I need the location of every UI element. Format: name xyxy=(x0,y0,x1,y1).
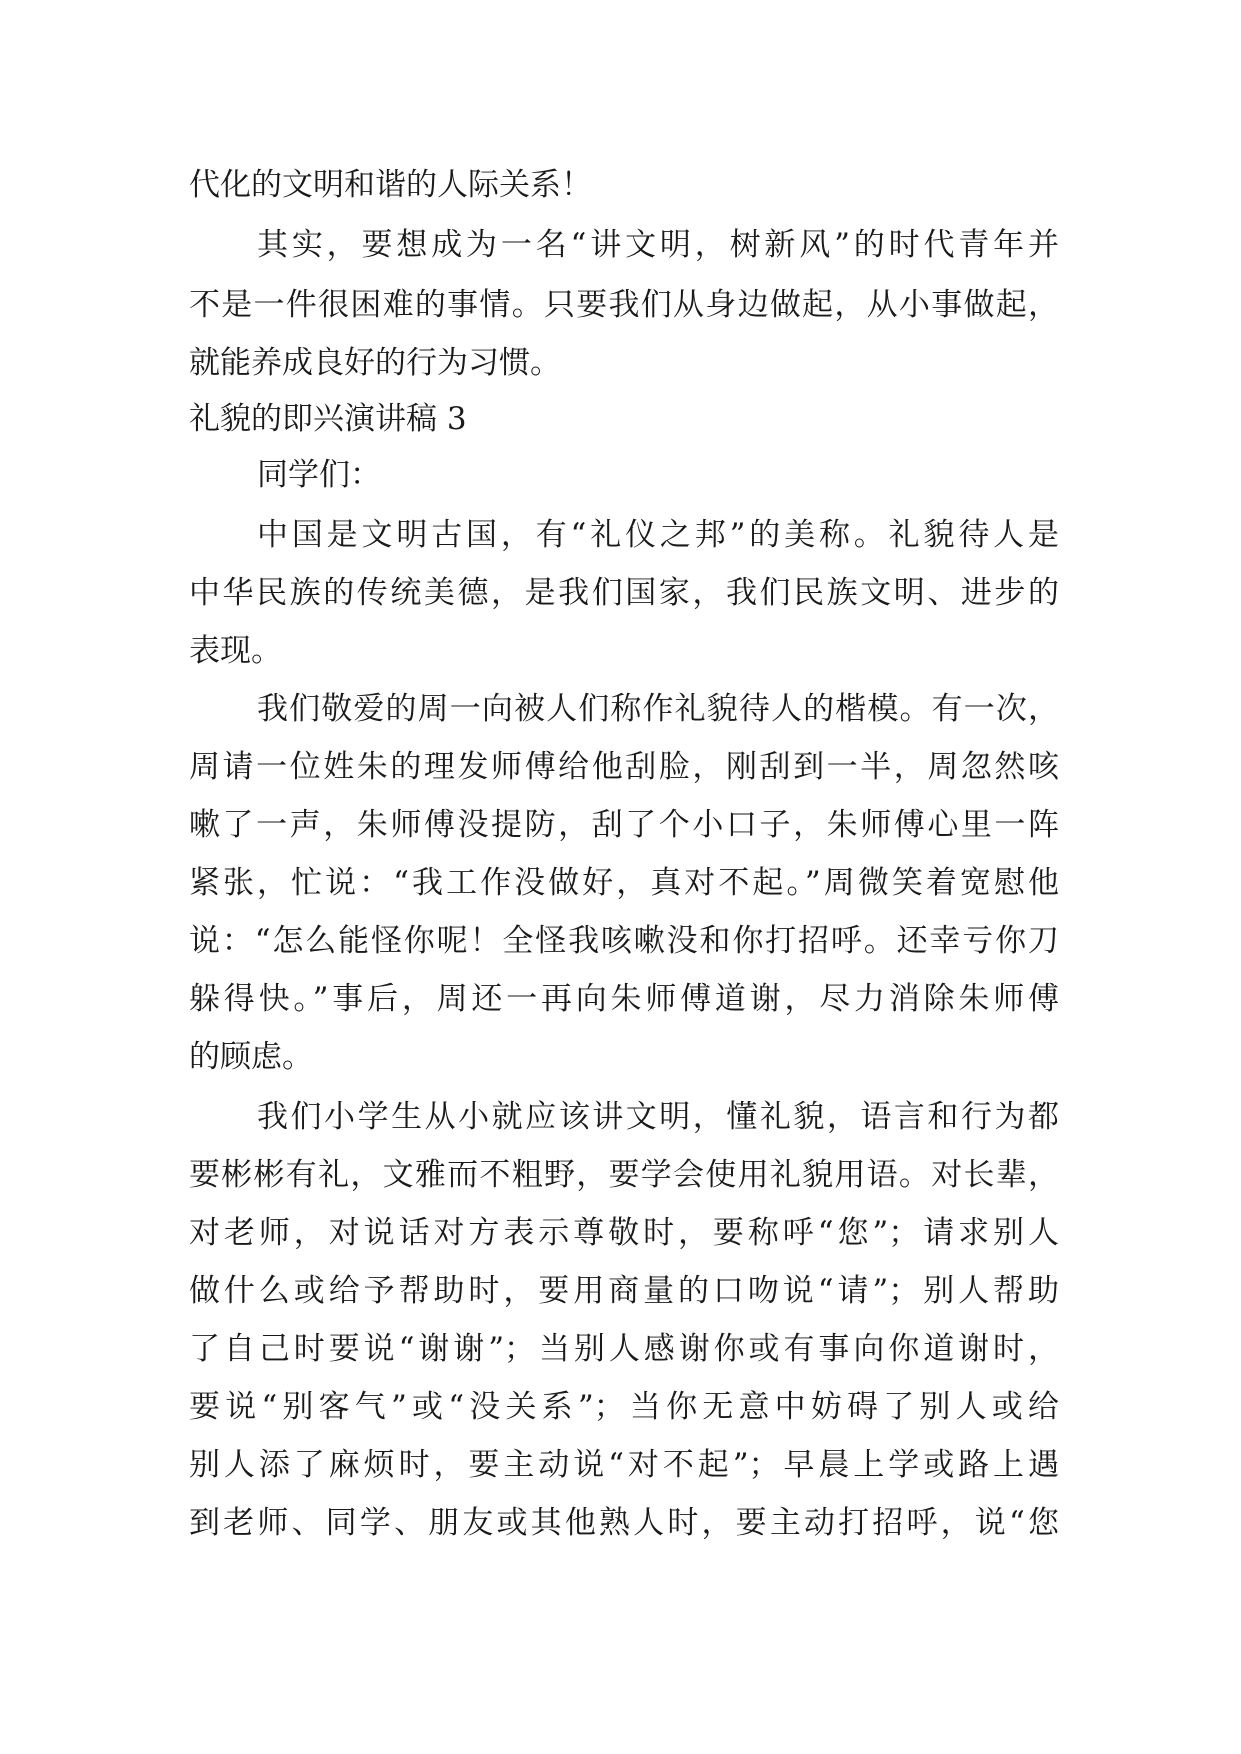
text-line: 的顾虑。 xyxy=(189,1039,313,1075)
text-line: 我们敬爱的周一向被人们称作礼貌待人的楷模。有一次， xyxy=(257,691,1059,727)
text-line: 做什么或给予帮助时，要用商量的口吻说“请”；别人帮助 xyxy=(189,1273,1059,1309)
text-line: 了自己时要说“谢谢”；当别人感谢你或有事向你道谢时， xyxy=(189,1331,1059,1367)
text-line: 嗽了一声，朱师傅没提防，刮了个小口子，朱师傅心里一阵 xyxy=(189,807,1059,843)
text-line: 紧张，忙说：“我工作没做好，真对不起。”周微笑着宽慰他 xyxy=(189,865,1059,901)
text-line: 对老师，对说话对方表示尊敬时，要称呼“您”；请求别人 xyxy=(189,1215,1059,1251)
text-line: 表现。 xyxy=(189,633,282,669)
section-heading: 礼貌的即兴演讲稿 3 xyxy=(189,401,467,437)
text-line: 要彬彬有礼，文雅而不粗野，要学会使用礼貌用语。对长辈， xyxy=(189,1157,1059,1193)
text-line: 说：“怎么能怪你呢！全怪我咳嗽没和你打招呼。还幸亏你刀 xyxy=(189,923,1059,959)
salutation: 同学们： xyxy=(257,457,381,493)
text-line: 周请一位姓朱的理发师傅给他刮脸，刚刮到一半，周忽然咳 xyxy=(189,749,1059,785)
text-line: 中国是文明古国，有“礼仪之邦”的美称。礼貌待人是 xyxy=(257,517,1059,553)
text-line: 别人添了麻烦时，要主动说“对不起”；早晨上学或路上遇 xyxy=(189,1447,1059,1483)
text-line: 就能养成良好的行为习惯。 xyxy=(189,345,561,381)
text-line: 代化的文明和谐的人际关系！ xyxy=(189,167,592,203)
text-line: 我们小学生从小就应该讲文明，懂礼貌，语言和行为都 xyxy=(257,1099,1059,1135)
text-line: 要说“别客气”或“没关系”；当你无意中妨碍了别人或给 xyxy=(189,1389,1059,1425)
text-line: 不是一件很困难的事情。只要我们从身边做起，从小事做起， xyxy=(189,287,1059,323)
text-line: 中华民族的传统美德，是我们国家，我们民族文明、进步的 xyxy=(189,575,1059,611)
text-line: 躲得快。”事后，周还一再向朱师傅道谢，尽力消除朱师傅 xyxy=(189,981,1059,1017)
text-line: 其实，要想成为一名“讲文明，树新风”的时代青年并 xyxy=(257,227,1059,263)
text-line: 到老师、同学、朋友或其他熟人时，要主动打招呼，说“您 xyxy=(189,1505,1059,1541)
